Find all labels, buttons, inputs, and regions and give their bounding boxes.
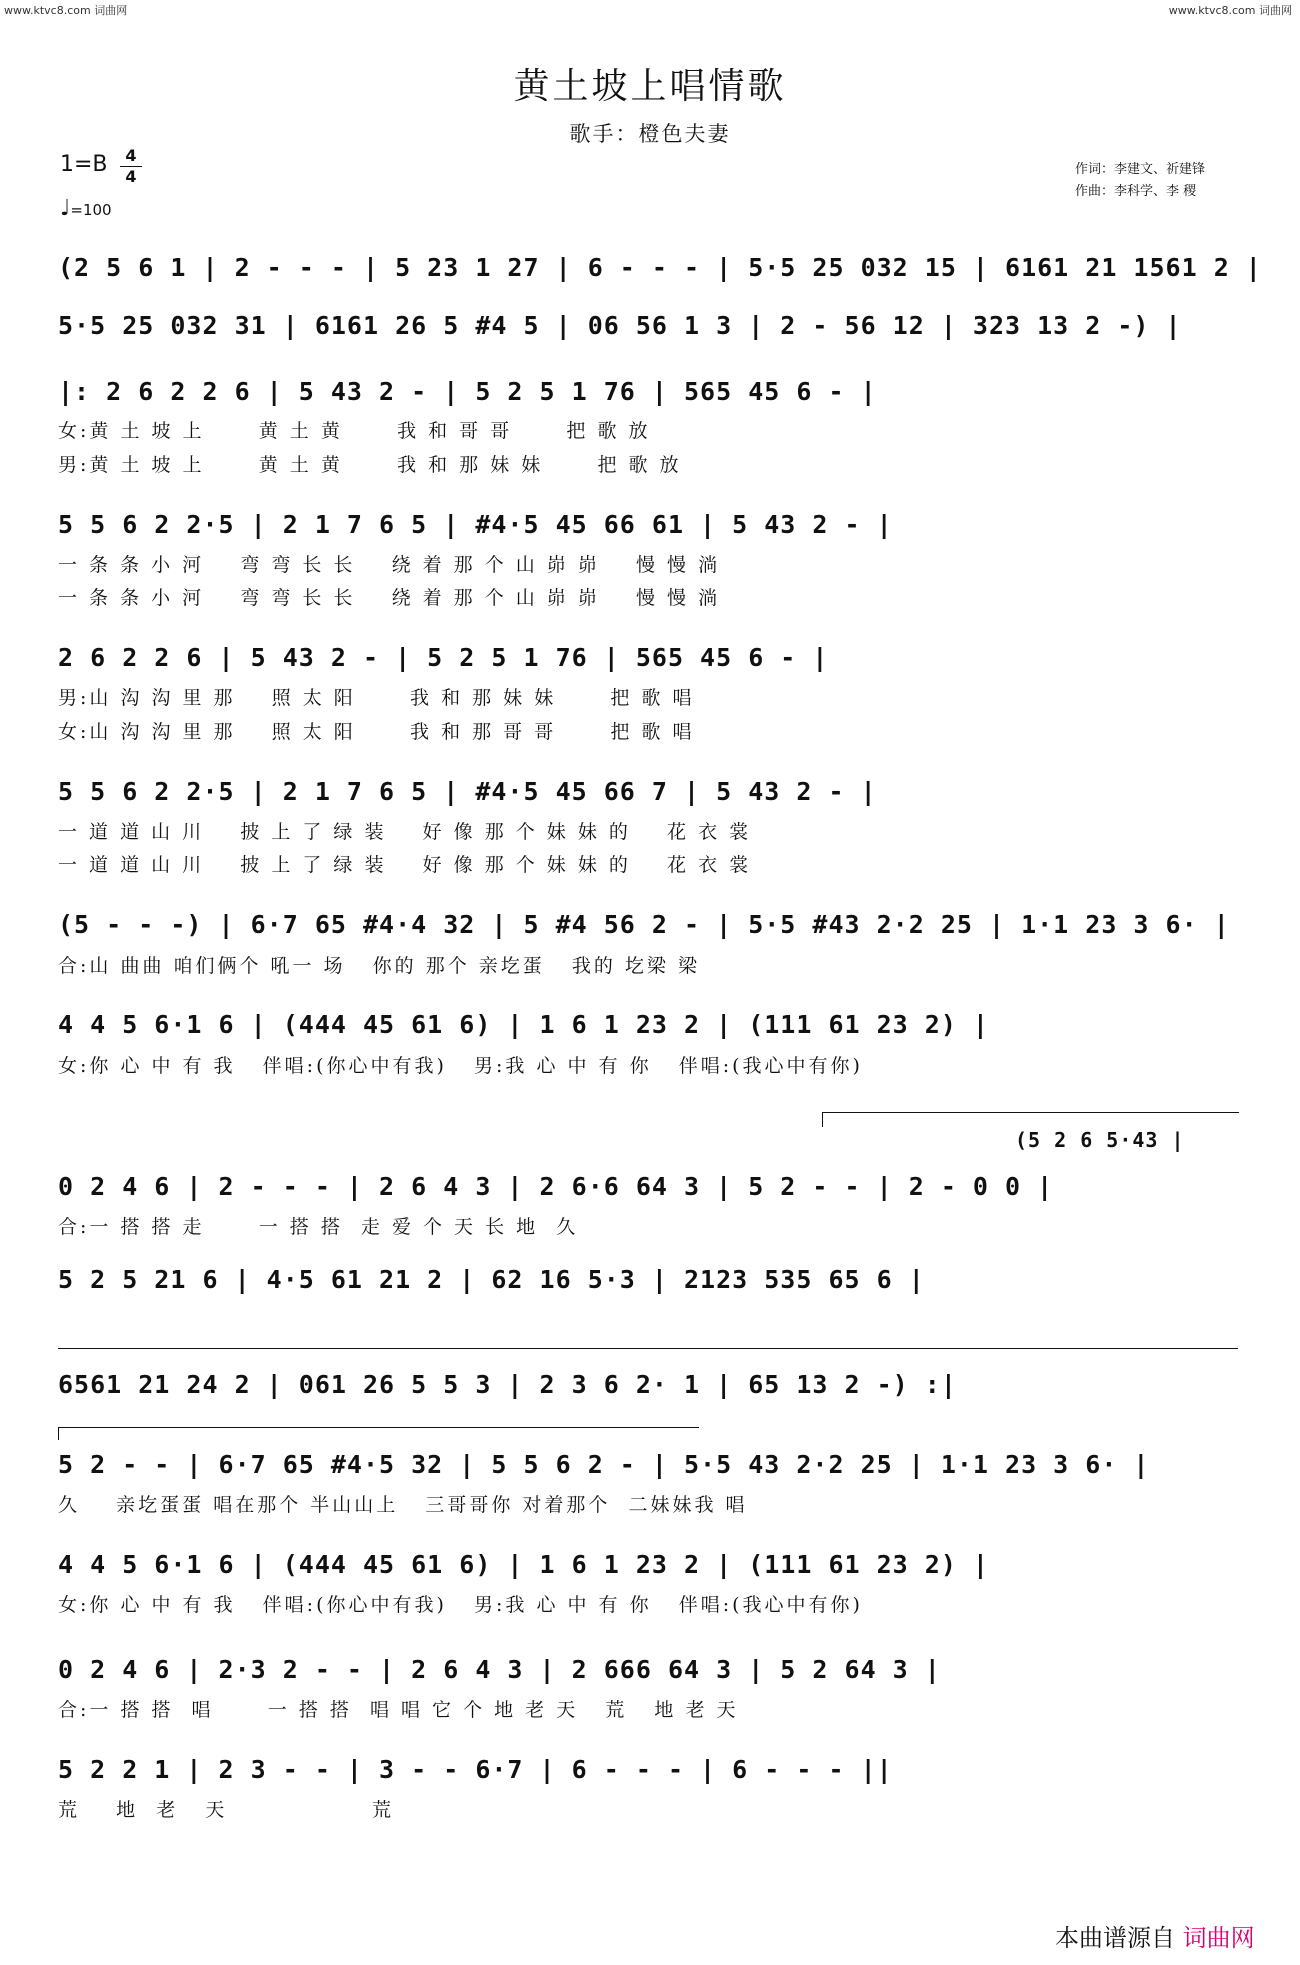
music-line: (2 5 6 1 | 2 - - - | 5 23 1 27 | 6 - - - | 5·5 25 032 15 | 6161 21 1561 2 | xyxy=(58,253,1262,282)
footer-source xyxy=(1055,1918,1255,1953)
time-bottom: 4 xyxy=(120,166,142,187)
volta-bracket-2 xyxy=(58,1427,699,1440)
lyric-line: 久 亲圪蛋蛋 唱在那个 半山山上 三哥哥你 对着那个 二妹妹我 唱 xyxy=(58,1494,748,1516)
lyric-line: 荒 地 老 天 荒 xyxy=(58,1799,394,1821)
music-line: (5 - - -) | 6·7 65 #4·4 32 | 5 #4 56 2 - | 5·5 #43 2·2 25 | 1·1 23 3 6· | xyxy=(58,910,1230,939)
music-line: 5 2 - - | 6·7 65 #4·5 32 | 5 5 6 2 - | 5·5 43 2·2 25 | 1·1 23 3 6· | xyxy=(58,1450,1150,1479)
music-line: 4 4 5 6·1 6 | (444 45 61 6) | 1 6 1 23 2 | (111 61 23 2) | xyxy=(58,1550,989,1579)
tempo-value: =100 xyxy=(70,201,112,219)
music-line: 0 2 4 6 | 2 - - - | 2 6 4 3 | 2 6·6 64 3 | 5 2 - - | 2 - 0 0 | xyxy=(58,1172,1054,1201)
lyric-line: 女:你 心 中 有 我 伴唱:(你心中有我) 男:我 心 中 有 你 伴唱:(我心中有你) xyxy=(58,1594,863,1616)
music-line: |: 2 6 2 2 6 | 5 43 2 - | 5 2 5 1 76 | 565 45 6 - | xyxy=(58,377,877,406)
lyric-line: 合:一 搭 搭 唱 一 搭 搭 唱 唱 它 个 地 老 天 荒 地 老 天 xyxy=(58,1699,739,1721)
lyric-line: 男:山 沟 沟 里 那 照 太 阳 我 和 那 妹 妹 把 歌 唱 xyxy=(58,687,695,709)
music-line: 4 4 5 6·1 6 | (444 45 61 6) | 1 6 1 23 2 | (111 61 23 2) | xyxy=(58,1010,989,1039)
lyric-line: 合:一 搭 搭 走 一 搭 搭 走 爱 个 天 长 地 久 xyxy=(58,1216,579,1238)
music-line: 2 6 2 2 6 | 5 43 2 - | 5 2 5 1 76 | 565 45 6 - | xyxy=(58,643,829,672)
footer-brand-link[interactable]: 词曲网 xyxy=(1182,1924,1255,1952)
lyric-line: 女:你 心 中 有 我 伴唱:(你心中有我) 男:我 心 中 有 你 伴唱:(我心中有你) xyxy=(58,1055,863,1077)
song-title: 黄土坡上唱情歌 xyxy=(513,66,787,107)
watermark-left: www.ktvc8.com 词曲网 xyxy=(4,4,128,17)
tempo-marking xyxy=(60,196,112,221)
key-signature: 1=B xyxy=(60,152,108,177)
music-line: 5·5 25 032 31 | 6161 26 5 #4 5 | 06 56 1 3 | 2 - 56 12 | 323 13 2 -) | xyxy=(58,311,1182,340)
quarter-note-icon: ♩ xyxy=(60,196,71,221)
lyric-line: 一 条 条 小 河 弯 弯 长 长 绕 着 那 个 山 峁 峁 慢 慢 淌 xyxy=(58,587,721,609)
time-top: 4 xyxy=(125,146,137,165)
footer-source-text: 本曲谱源自 xyxy=(1055,1924,1175,1952)
music-line: 5 5 6 2 2·5 | 2 1 7 6 5 | #4·5 45 66 61 | 5 43 2 - | xyxy=(58,510,893,539)
lyric-line: 一 道 道 山 川 披 上 了 绿 装 好 像 那 个 妹 妹 的 花 衣 裳 xyxy=(58,821,752,843)
divider-line xyxy=(58,1348,1238,1349)
music-line: 0 2 4 6 | 2·3 2 - - | 2 6 4 3 | 2 666 64 3 | 5 2 64 3 | xyxy=(58,1655,941,1684)
music-line: 6561 21 24 2 | 061 26 5 5 3 | 2 3 6 2· 1 | 65 13 2 -) :| xyxy=(58,1370,957,1399)
lyric-line: 一 道 道 山 川 披 上 了 绿 装 好 像 那 个 妹 妹 的 花 衣 裳 xyxy=(58,854,752,876)
time-signature xyxy=(120,146,142,187)
lyricist-credit: 作词：李建文、祈建锋 xyxy=(1075,162,1206,177)
lyric-line: 一 条 条 小 河 弯 弯 长 长 绕 着 那 个 山 峁 峁 慢 慢 淌 xyxy=(58,554,721,576)
composer-credit: 作曲：李科学、李 稷 xyxy=(1075,184,1197,199)
lyric-line: 女:山 沟 沟 里 那 照 太 阳 我 和 那 哥 哥 把 歌 唱 xyxy=(58,721,695,743)
lyric-line: 合:山 曲曲 咱们俩个 吼一 场 你的 那个 亲圪蛋 我的 圪梁 梁 xyxy=(58,955,700,977)
lyric-line: 男:黄 土 坡 上 黄 土 黄 我 和 那 妹 妹 把 歌 放 xyxy=(58,454,682,476)
watermark-right: www.ktvc8.com 词曲网 xyxy=(1168,4,1292,17)
music-line: 5 2 5 21 6 | 4·5 61 21 2 | 62 16 5·3 | 2123 535 65 6 | xyxy=(58,1265,925,1294)
music-line: (5 2 6 5·43 | xyxy=(1015,1128,1185,1152)
lyric-line: 女:黄 土 坡 上 黄 土 黄 我 和 哥 哥 把 歌 放 xyxy=(58,420,651,442)
singer-line: 歌手：橙色夫妻 xyxy=(569,122,731,146)
music-line: 5 5 6 2 2·5 | 2 1 7 6 5 | #4·5 45 66 7 | 5 43 2 - | xyxy=(58,777,877,806)
music-line: 5 2 2 1 | 2 3 - - | 3 - - 6·7 | 6 - - - | 6 - - - || xyxy=(58,1755,893,1784)
volta-bracket-1 xyxy=(822,1112,1239,1127)
